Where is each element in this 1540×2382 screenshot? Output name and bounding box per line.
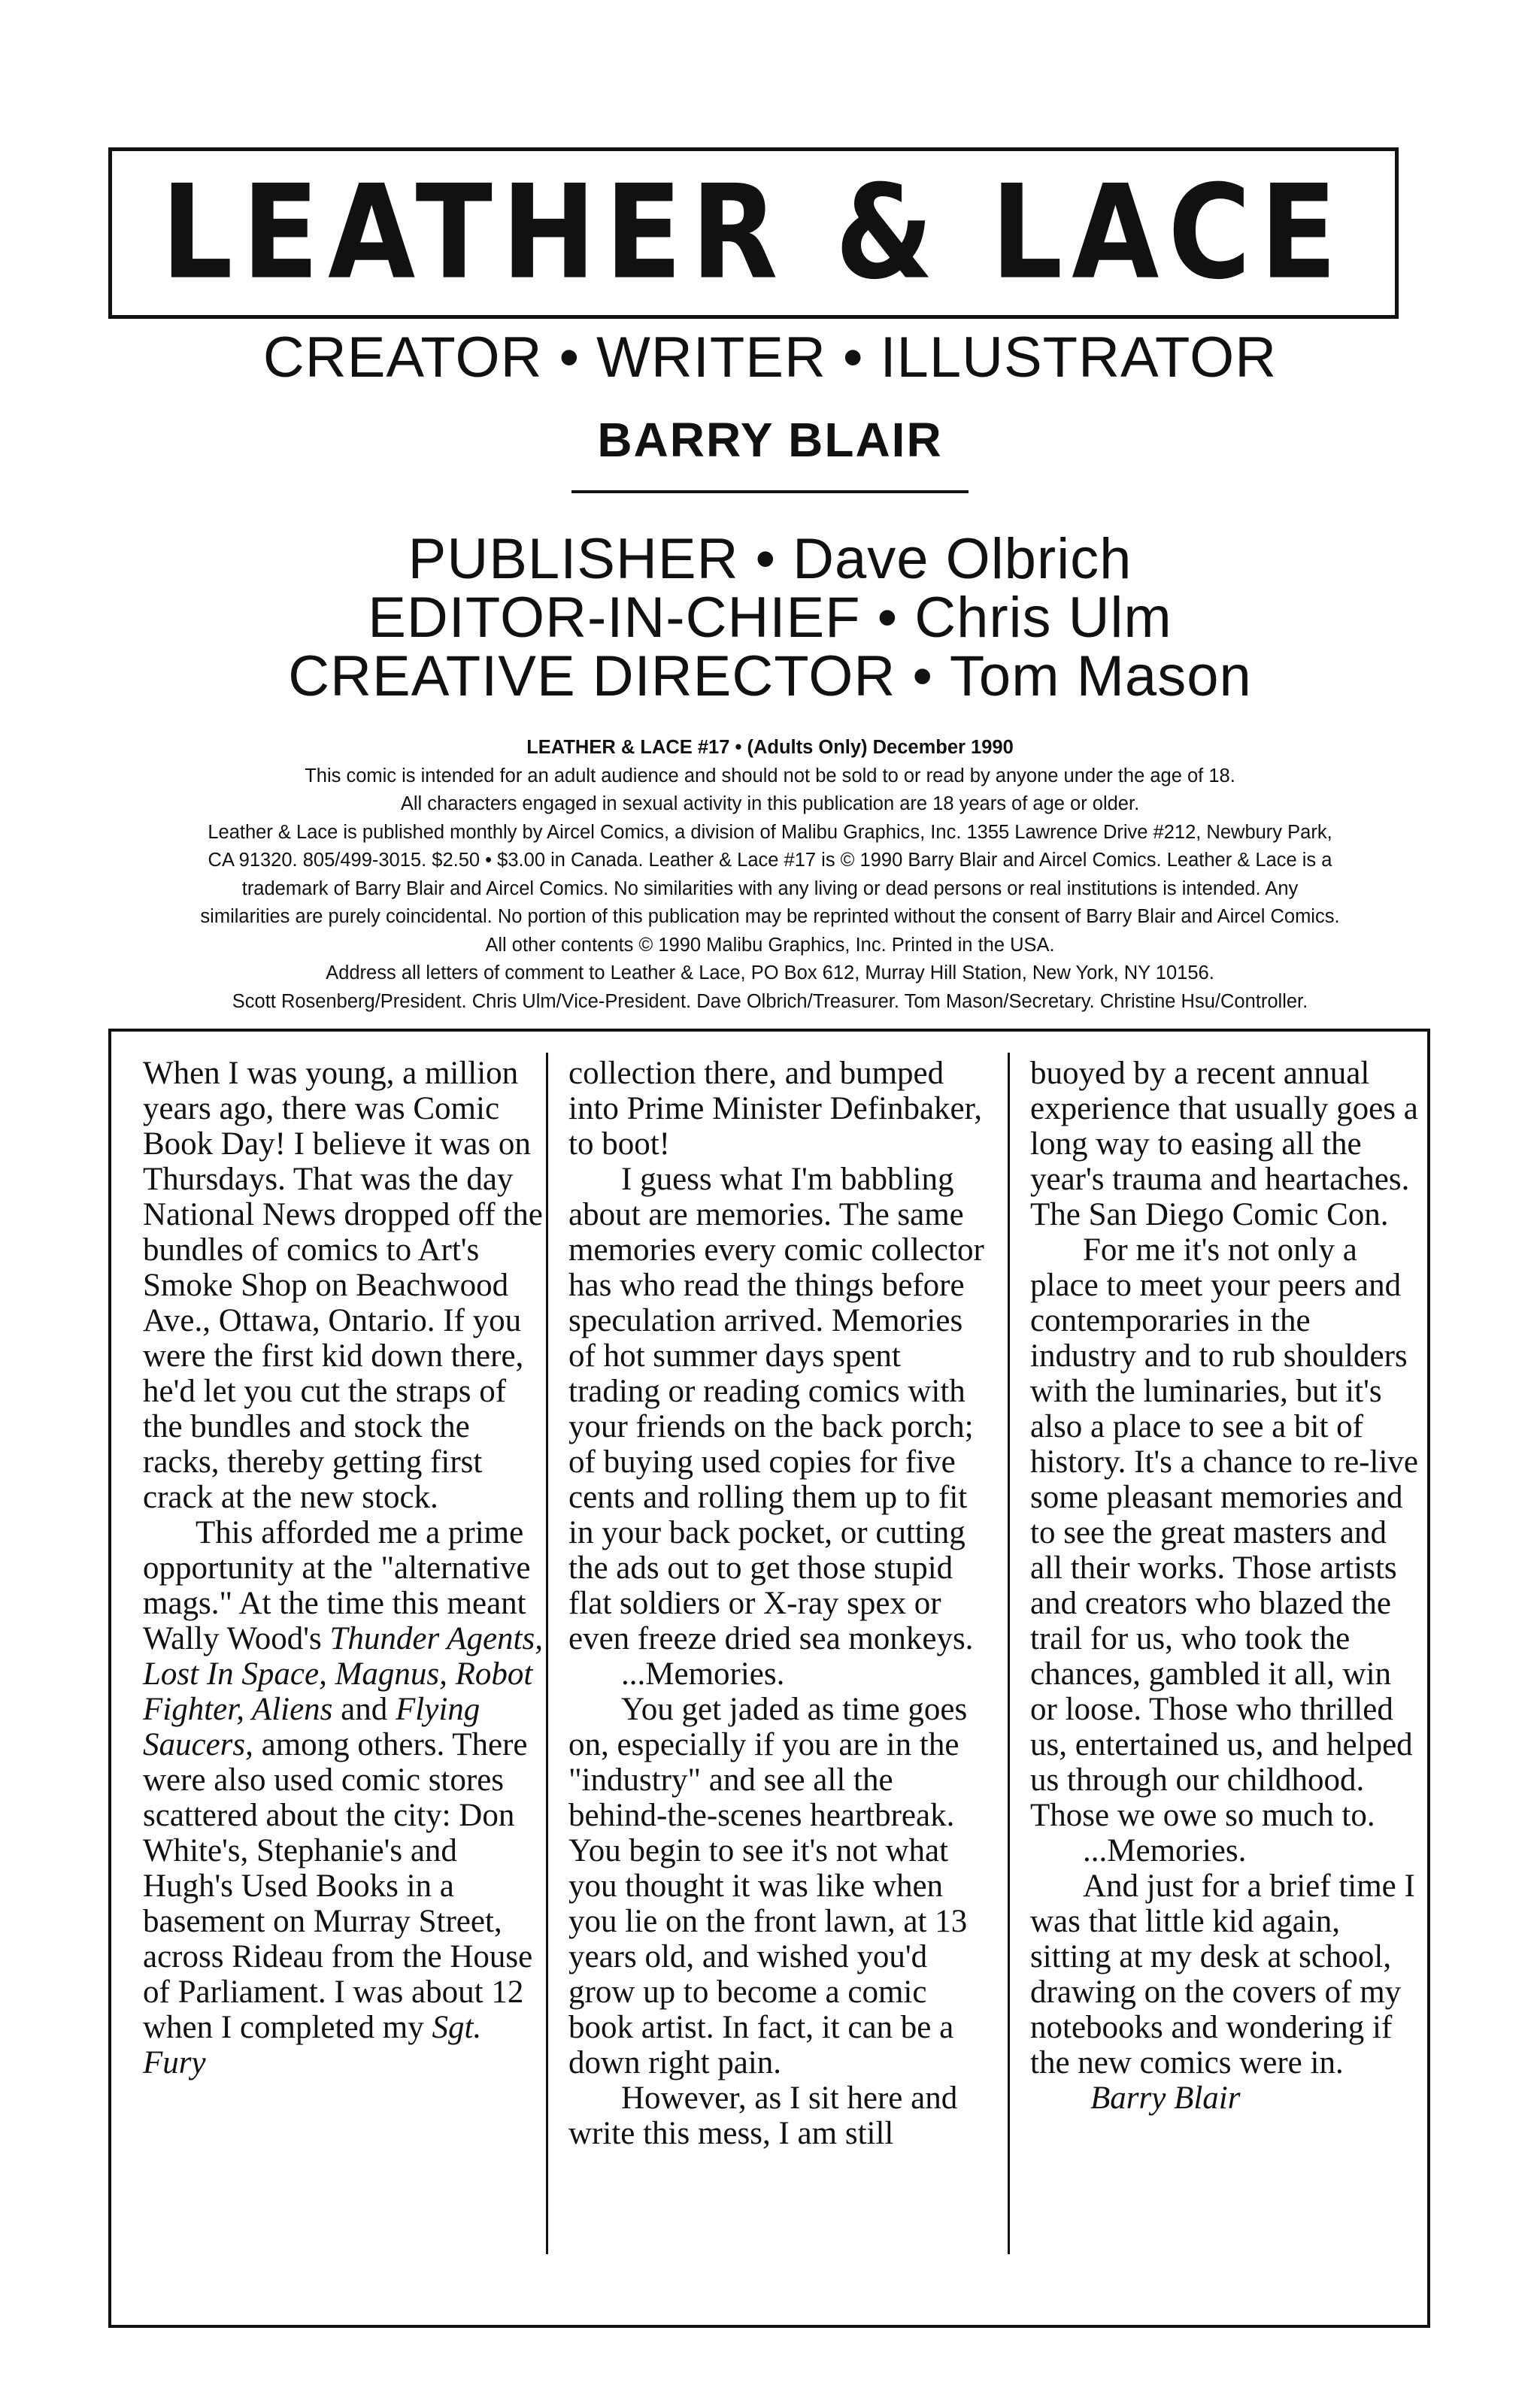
bullet-icon: • [877,586,899,650]
bullet-icon: • [559,326,581,389]
italic-title: Thunder Agents, Lost In Space, Magnus, Robot Fighter, Aliens [143,1621,543,1727]
staff-name: Chris Ulm [914,586,1172,650]
editorial-column-3 [1030,1056,1421,2116]
indicia-line: All characters engaged in sexual activity in this publication are 18 years of age or older. [400,793,1140,814]
italic-title: Sgt. Fury [143,2010,482,2080]
indicia-line: This comic is intended for an adult audience and should not be sold to or read by anyone under the age of 18. [305,765,1235,786]
staff-creative-director [0,644,1540,709]
editorial-column-2 [568,1056,990,2151]
staff-role: CREATIVE DIRECTOR [288,644,896,708]
staff-name: Tom Mason [949,644,1252,708]
signature: Barry Blair [1090,2080,1241,2116]
divider-rule [571,490,969,493]
text-run: among others. There were also used comic stores scattered about the city: Don White's, Stephanie's and Hugh's Used Books in a basement on Murray Street, across Rideau from the House of Parliament. I was about 12 when I completed my [143,1727,533,2045]
creator-roles [0,325,1540,390]
editorial-column-1 [143,1056,549,2080]
staff-role: EDITOR-IN-CHIEF [368,586,861,650]
indicia-line: All other contents © 1990 Malibu Graphics, Inc. Printed in the USA. [485,934,1055,956]
role-writer: WRITER [596,326,826,389]
paragraph: I guess what I'm babbling about are memories. The same memories every comic collector has who read the things before speculation arrived. Memories of hot summer days spent trading or reading comics with your friends on the back porch; of buying used copies for five cents and rolling them up to fit in your back pocket, or cutting the ads out to get those stupid flat soldiers or X-ray spex or even freeze dried sea monkeys. [568,1162,984,1656]
paragraph: ...Memories. [1083,1833,1247,1868]
indicia-line: trademark of Barry Blair and Aircel Comics. No similarities with any living or dead persons or real institutions is intended. Any [241,877,1299,899]
role-creator: CREATOR [262,326,543,389]
bullet-icon: • [755,527,777,591]
paragraph [143,1515,549,2080]
staff-role: PUBLISHER [408,527,739,591]
title-box [108,147,1399,319]
creator-name: BARRY BLAIR [597,413,943,467]
paragraph: When I was young, a million years ago, there was Comic Book Day! I believe it was on Thursdays. That was the day National News dropped off the bundles of comics to Art's Smoke Shop on Beachwood Ave., Ottawa, Ontario. If you were the first kid down there, he'd let you cut the straps of the bundles and stock the racks, thereby getting first crack at the new stock. [143,1056,543,1515]
staff-name: Dave Olbrich [793,527,1132,591]
role-illustrator: ILLUSTRATOR [880,326,1278,389]
paragraph: And just for a brief time I was that little kid again, sitting at my desk at school, drawing on the covers of my notebooks and wondering if the new comics were in. [1030,1868,1415,2080]
paragraph: You get jaded as time goes on, especially if you are in the "industry" and see all the behind-the-scenes heartbreak. You begin to see it's not what you thought it was like when you lie on the front lawn, at 13 years old, and wished you'd grow up to become a comic book artist. In fact, it can be a down right pain. [568,1692,968,2080]
indicia-line: CA 91320. 805/499-3015. $2.50 • $3.00 in Canada. Leather & Lace #17 is © 1990 Barry Blair and Aircel Comics. Leather & Lace is a [208,850,1332,871]
text-run: This afforded me a prime opportunity at the "alternative mags." At the time this meant Wally Wood's [143,1515,531,1656]
bullet-icon: • [842,326,864,389]
paragraph: ...Memories. [621,1656,785,1692]
indicia-line: similarities are purely coincidental. No portion of this publication may be reprinted without the consent of Barry Blair and Aircel Comics. [200,906,1340,927]
indicia [128,734,1412,1016]
indicia-line: Leather & Lace is published monthly by Aircel Comics, a division of Malibu Graphics, Inc. 1355 Lawrence Drive #212, Newbury Park, [208,821,1332,843]
bullet-icon: • [912,644,933,708]
comic-title: LEATHER & LACE [161,157,1346,309]
text-run: and [332,1692,396,1727]
indicia-line: LEATHER & LACE #17 • (Adults Only) December 1990 [526,737,1014,758]
staff-editor [0,585,1540,650]
italic-title: Flying Saucers, [143,1692,480,1762]
paragraph: collection there, and bumped into Prime Minister Definbaker, to boot! [568,1056,982,1162]
paragraph: However, as I sit here and write this mess, I am still [568,2080,958,2151]
paragraph: For me it's not only a place to meet your peers and contemporaries in the industry and to rub shoulders with the luminaries, but it's also a place to see a bit of history. It's a chance to re-live some pleasant memories and to see the great masters and all their works. Those artists and creators who blazed the trail for us, who took the chances, gambled it all, win or loose. Those who thrilled us, entertained us, and helped us through our childhood. Those we owe so much to. [1030,1232,1418,1833]
paragraph: buoyed by a recent annual experience that usually goes a long way to easing all the year's trauma and heartaches. The San Diego Comic Con. [1030,1056,1418,1232]
staff-publisher [0,526,1540,592]
column-divider [1008,1053,1010,2254]
indicia-line: Address all letters of comment to Leather & Lace, PO Box 612, Murray Hill Station, New York, NY 10156. [326,962,1214,983]
indicia-line: Scott Rosenberg/President. Chris Ulm/Vice-President. Dave Olbrich/Treasurer. Tom Mason/Secretary. Christine Hsu/Controller. [232,990,1308,1012]
